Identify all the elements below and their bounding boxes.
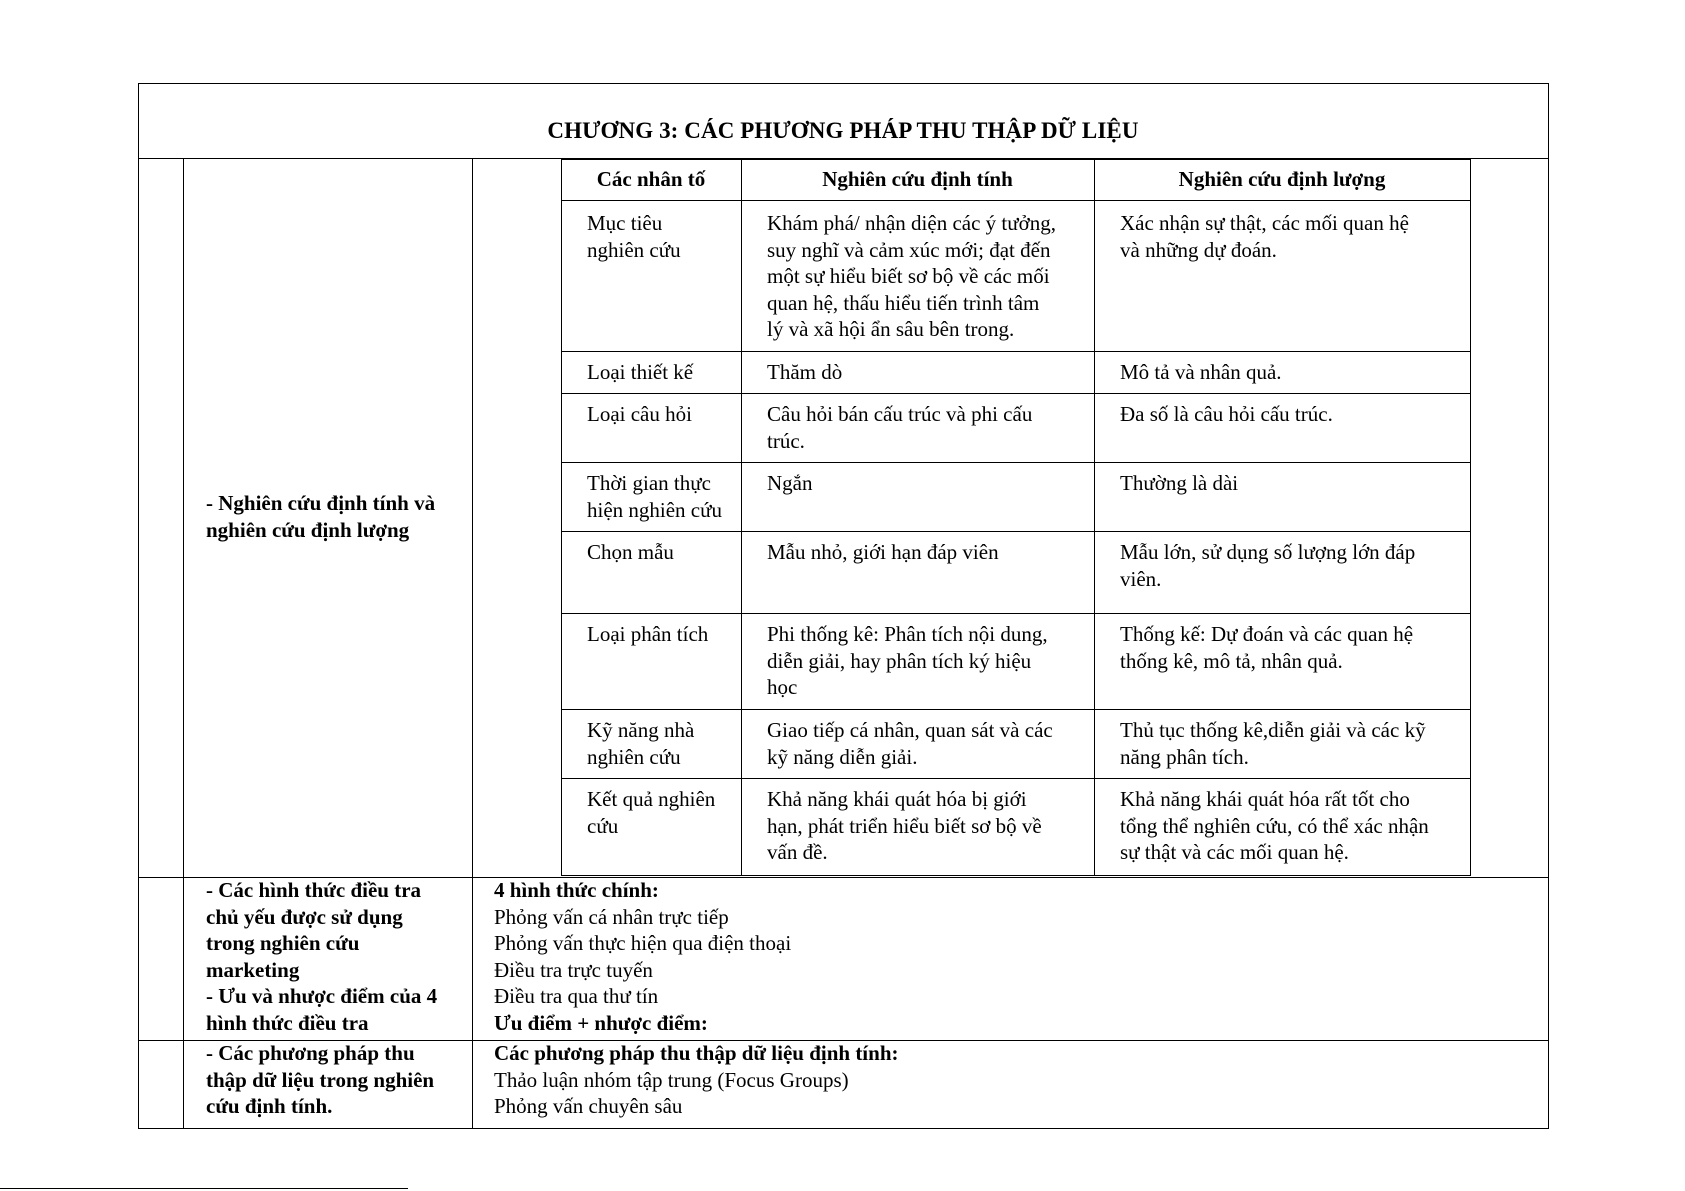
section-label-survey-forms: - Các hình thức điều tra chủ yếu được sử dụng trong nghiên cứu marketing - Ưu và nhược điểm của 4 hình thức điều tra xyxy=(206,878,438,1035)
section-content-qual-methods xyxy=(494,1040,899,1120)
table-header-quantitative: Nghiên cứu định lượng xyxy=(1178,167,1386,191)
table-cell-qual: Mẫu nhỏ, giới hạn đáp viên xyxy=(767,540,999,564)
page-title: CHƯƠNG 3: CÁC PHƯƠNG PHÁP THU THẬP DỮ LIỆU xyxy=(547,118,1139,143)
list-item: Thảo luận nhóm tập trung (Focus Groups) xyxy=(494,1067,849,1092)
table-cell-quant: Mô tả và nhân quả. xyxy=(1120,360,1282,384)
table-cell-factor: Loại phân tích xyxy=(587,622,709,646)
table-cell-quant: Thủ tục thống kê,diễn giải và các kỹ năng phân tích. xyxy=(1120,718,1426,769)
table-header-qualitative: Nghiên cứu định tính xyxy=(822,167,1013,191)
table-cell-quant: Xác nhận sự thật, các mối quan hệ và những dự đoán. xyxy=(1120,211,1409,262)
table-cell-qual: Khám phá/ nhận diện các ý tưởng, suy nghĩ và cảm xúc mới; đạt đến một sự hiểu biết sơ bộ về các mối quan hệ, thấu hiểu tiến trình tâm lý và xã hội ẩn sâu bên trong. xyxy=(767,211,1056,341)
section-content-survey-forms xyxy=(494,877,791,1036)
table-cell-quant: Thường là dài xyxy=(1120,471,1239,495)
list-item: Điều tra trực tuyến xyxy=(494,957,653,982)
table-cell-factor: Loại câu hỏi xyxy=(587,402,692,426)
table-cell-qual: Giao tiếp cá nhân, quan sát và các kỹ năng diễn giải. xyxy=(767,718,1053,769)
table-cell-factor: Kết quả nghiên cứu xyxy=(587,787,716,838)
table-cell-qual: Câu hỏi bán cấu trúc và phi cấu trúc. xyxy=(767,402,1033,453)
table-cell-factor: Thời gian thực hiện nghiên cứu xyxy=(587,471,723,522)
list-item: Phỏng vấn thực hiện qua điện thoại xyxy=(494,931,792,955)
qual-methods-heading: Các phương pháp thu thập dữ liệu định tính: xyxy=(494,1041,899,1065)
table-cell-quant: Khả năng khái quát hóa rất tốt cho tổng thể nghiên cứu, có thể xác nhận sự thật và các mối quan hệ. xyxy=(1120,787,1429,864)
table-cell-factor: Kỹ năng nhà nghiên cứu xyxy=(587,718,695,769)
table-cell-quant: Thống kế: Dự đoán và các quan hệ thống kê, mô tả, nhân quả. xyxy=(1120,622,1414,673)
survey-forms-heading: 4 hình thức chính: xyxy=(494,878,659,902)
list-item: Điều tra qua thư tín xyxy=(494,984,659,1008)
table-cell-factor: Chọn mẫu xyxy=(587,540,674,564)
list-item: Phỏng vấn chuyên sâu xyxy=(494,1094,683,1118)
list-item: Phỏng vấn cá nhân trực tiếp xyxy=(494,904,729,929)
footnote-separator xyxy=(0,1188,408,1189)
table-cell-quant: Đa số là câu hỏi cấu trúc. xyxy=(1120,402,1333,426)
table-cell-factor: Mục tiêu nghiên cứu xyxy=(587,211,681,262)
table-cell-factor: Loại thiết kế xyxy=(587,360,694,384)
survey-forms-footer: Ưu điểm + nhược điểm: xyxy=(494,1010,708,1035)
section-label-qual-methods: - Các phương pháp thu thập dữ liệu trong nghiên cứu định tính. xyxy=(206,1041,435,1118)
table-cell-qual: Ngắn xyxy=(767,471,813,495)
table-cell-quant: Mẫu lớn, sử dụng số lượng lớn đáp viên. xyxy=(1120,540,1416,591)
table-cell-qual: Khả năng khái quát hóa bị giới hạn, phát triển hiểu biết sơ bộ về vấn đề. xyxy=(767,787,1042,864)
table-cell-qual: Phi thống kê: Phân tích nội dung, diễn giải, hay phân tích ký hiệu học xyxy=(767,622,1048,699)
table-cell-qual: Thăm dò xyxy=(767,360,843,384)
table-header-factor: Các nhân tố xyxy=(596,167,706,191)
section-label-qual-quant: - Nghiên cứu định tính và nghiên cứu định lượng xyxy=(206,491,436,542)
